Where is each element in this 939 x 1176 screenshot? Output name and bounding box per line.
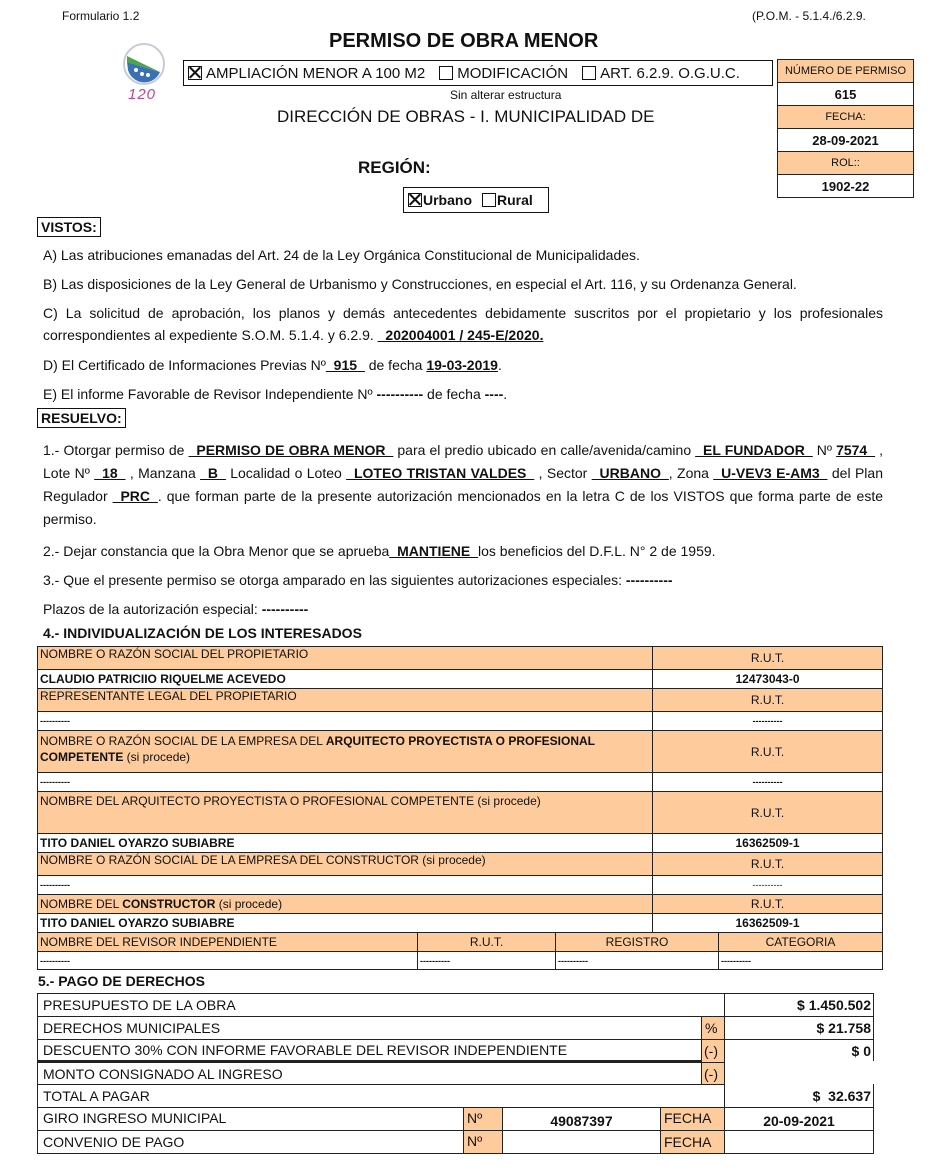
constr-company-name: ---------- <box>37 875 653 895</box>
checkbox-checked-icon[interactable] <box>188 66 202 80</box>
visto-e: E) El informe Favorable de Revisor Independiente Nº ---------- de fecha ----. <box>43 386 508 402</box>
arch-company-rut-label: R.U.T. <box>652 730 883 773</box>
derechos-label: DERECHOS MUNICIPALES <box>37 1016 702 1040</box>
option-ampliacion[interactable]: AMPLIACIÓN MENOR A 100 M2 <box>188 65 425 82</box>
total-value: $ 32.637 <box>724 1084 874 1108</box>
pago-heading: 5.- PAGO DE DERECHOS <box>38 973 205 989</box>
convenio-number[interactable] <box>502 1130 661 1154</box>
descuento-label: DESCUENTO 30% CON INFORME FAVORABLE DEL REVISOR INDEPENDIENTE <box>37 1039 702 1063</box>
revisor-header-rut: R.U.T. <box>417 932 556 952</box>
constr-company-rut-label: R.U.T. <box>652 852 883 876</box>
derechos-percent-symbol: % <box>701 1016 725 1040</box>
arch-company-name: ---------- <box>37 772 653 792</box>
municipal-logo <box>122 42 166 86</box>
derechos-value: $ 21.758 <box>724 1016 874 1040</box>
revisor-header-categoria: CATEGORIA <box>718 932 883 952</box>
expediente-number: _202004001 / 245-E/2020. <box>377 327 544 343</box>
giro-label: GIRO INGRESO MUNICIPAL <box>37 1107 464 1131</box>
permit-date-value: 28-09-2021 <box>777 128 914 152</box>
architect-rut-label: R.U.T. <box>652 791 883 834</box>
legal-rep-rut-label: R.U.T. <box>652 688 883 712</box>
owner-rut-label: R.U.T. <box>652 646 883 670</box>
legal-rep-name: ---------- <box>37 711 653 731</box>
resuelvo-item-1: 1.- Otorgar permiso de _PERMISO DE OBRA MENOR_ para el predio ubicado en calle/avenida/camino _EL FUNDADOR_ Nº 7574_ , Lote Nº _18_ , Manzana _B_ Localidad o Loteo _LOTEO TRISTAN VALDES_ , Sector _URBANO_, Zona _U-VEV3 E-AM3_ del Plan Regulador _PRC_. que forman parte de la presente autorización mencionados en la letra C de los VISTOS que forma parte de este permiso. <box>43 442 884 527</box>
option-urbano[interactable]: Urbano <box>408 192 472 208</box>
giro-number: 49087397 <box>502 1107 661 1131</box>
total-label: TOTAL A PAGAR <box>37 1084 725 1108</box>
architect-rut: 16362509-1 <box>652 833 883 853</box>
visto-b: B) Las disposiciones de la Ley General de Urbanismo y Construcciones, en especial el Art. 116, y su Ordenanza General. <box>43 276 797 292</box>
architect-label: NOMBRE DEL ARQUITECTO PROYECTISTA O PROFESIONAL COMPETENTE (si procede) <box>37 791 653 834</box>
constructor-rut: 16362509-1 <box>652 913 883 933</box>
logo-anniversary: 120 <box>128 86 157 103</box>
constructor-name: TITO DANIEL OYARZO SUBIABRE <box>37 913 653 933</box>
vistos-heading: VISTOS: <box>37 217 101 237</box>
cip-number: _915_ <box>325 357 365 373</box>
subtitle-note: Sin alterar estructura <box>450 88 562 102</box>
convenio-label: CONVENIO DE PAGO <box>37 1130 464 1154</box>
cip-date: 19-03-2019 <box>426 357 498 373</box>
revisor-registro: ---------- <box>555 951 719 970</box>
permit-number-label: NÚMERO DE PERMISO <box>777 59 914 83</box>
descuento-value: $ 0 <box>724 1039 874 1061</box>
option-art-629[interactable]: ART. 6.2.9. O.G.U.C. <box>582 65 740 82</box>
giro-fecha-label: FECHA <box>660 1107 725 1131</box>
permit-rol-value: 1902-22 <box>777 174 914 198</box>
legal-rep-rut: ---------- <box>652 711 883 731</box>
presupuesto-value: $ 1.450.502 <box>724 993 874 1017</box>
revisor-rut: ---------- <box>417 951 556 970</box>
owner-name: CLAUDIO PATRICIIO RIQUELME ACEVEDO <box>37 669 653 689</box>
plazos: Plazos de la autorización especial: ---------- <box>43 601 309 617</box>
constructor-label: NOMBRE DEL CONSTRUCTOR (si procede) <box>37 894 653 914</box>
option-modificacion[interactable]: MODIFICACIÓN <box>439 65 568 82</box>
visto-a: A) Las atribuciones emanadas del Art. 24 de la Ley Orgánica Constitucional de Municipalidades. <box>43 247 640 263</box>
logo-emblem-icon <box>122 42 166 86</box>
revisor-categoria: ---------- <box>718 951 883 970</box>
convenio-fecha-label: FECHA <box>660 1130 725 1154</box>
direction-title: DIRECCIÓN DE OBRAS - I. MUNICIPALIDAD DE <box>277 107 655 126</box>
monto-symbol: (-) <box>701 1062 725 1085</box>
giro-no-label: Nº <box>463 1107 503 1131</box>
resuelvo-item-2: 2.- Dejar constancia que la Obra Menor que se aprueba_MANTIENE_los beneficios del D.F.L. N° 2 de 1959. <box>43 543 716 559</box>
convenio-no-label: Nº <box>463 1130 503 1154</box>
checkbox-checked-icon[interactable] <box>408 193 422 207</box>
monto-label: MONTO CONSIGNADO AL INGRESO <box>37 1062 702 1085</box>
area-type-box <box>403 187 549 213</box>
revisor-name: ---------- <box>37 951 418 970</box>
checkbox-empty-icon[interactable] <box>482 193 496 207</box>
permit-date-label: FECHA: <box>777 105 914 129</box>
constr-company-label: NOMBRE O RAZÓN SOCIAL DE LA EMPRESA DEL CONSTRUCTOR (si procede) <box>37 852 653 876</box>
constructor-rut-label: R.U.T. <box>652 894 883 914</box>
revisor-header-name: NOMBRE DEL REVISOR INDEPENDIENTE <box>37 932 418 952</box>
presupuesto-label: PRESUPUESTO DE LA OBRA <box>37 993 725 1017</box>
giro-fecha: 20-09-2021 <box>724 1107 874 1131</box>
owner-rut: 12473043-0 <box>652 669 883 689</box>
checkbox-empty-icon[interactable] <box>582 66 596 80</box>
page-title: PERMISO DE OBRA MENOR <box>329 30 599 52</box>
legal-rep-label: REPRESENTANTE LEGAL DEL PROPIETARIO <box>37 688 653 712</box>
visto-d: D) El Certificado de Informaciones Previas Nº_915_ de fecha 19-03-2019. <box>43 357 502 373</box>
constr-company-rut: ---------- <box>652 875 883 895</box>
owner-label: NOMBRE O RAZÓN SOCIAL DEL PROPIETARIO <box>37 646 653 670</box>
descuento-symbol: (-) <box>701 1039 725 1063</box>
resuelvo-item-3: 3.- Que el presente permiso se otorga amparado en las siguientes autorizaciones especiales: ---------- <box>43 572 673 588</box>
convenio-fecha[interactable] <box>724 1130 874 1154</box>
region-label: REGIÓN: <box>358 158 431 177</box>
interesados-heading: 4.- INDIVIDUALIZACIÓN DE LOS INTERESADOS <box>43 625 362 641</box>
option-rural[interactable]: Rural <box>482 192 533 208</box>
permit-type-box <box>183 60 773 86</box>
visto-c: C) La solicitud de aprobación, los planos y demás antecedentes debidamente suscritos por el propietario y los profesionales correspondientes al expediente S.O.M. 5.1.4. y 6.2.9. _202004001 / 245-E/2020. <box>43 305 883 343</box>
arch-company-label: NOMBRE O RAZÓN SOCIAL DE LA EMPRESA DEL ARQUITECTO PROYECTISTA O PROFESIONAL COMPETENTE (si procede) <box>37 730 653 773</box>
form-reference: (P.O.M. - 5.1.4./6.2.9. <box>752 9 866 23</box>
checkbox-empty-icon[interactable] <box>439 66 453 80</box>
permit-rol-label: ROL:: <box>777 151 914 175</box>
form-number: Formulario 1.2 <box>62 9 140 23</box>
revisor-header-registro: REGISTRO <box>555 932 719 952</box>
resuelvo-heading: RESUELVO: <box>37 408 126 428</box>
arch-company-rut: ---------- <box>652 772 883 792</box>
permit-number-value: 615 <box>777 82 914 106</box>
architect-name: TITO DANIEL OYARZO SUBIABRE <box>37 833 653 853</box>
